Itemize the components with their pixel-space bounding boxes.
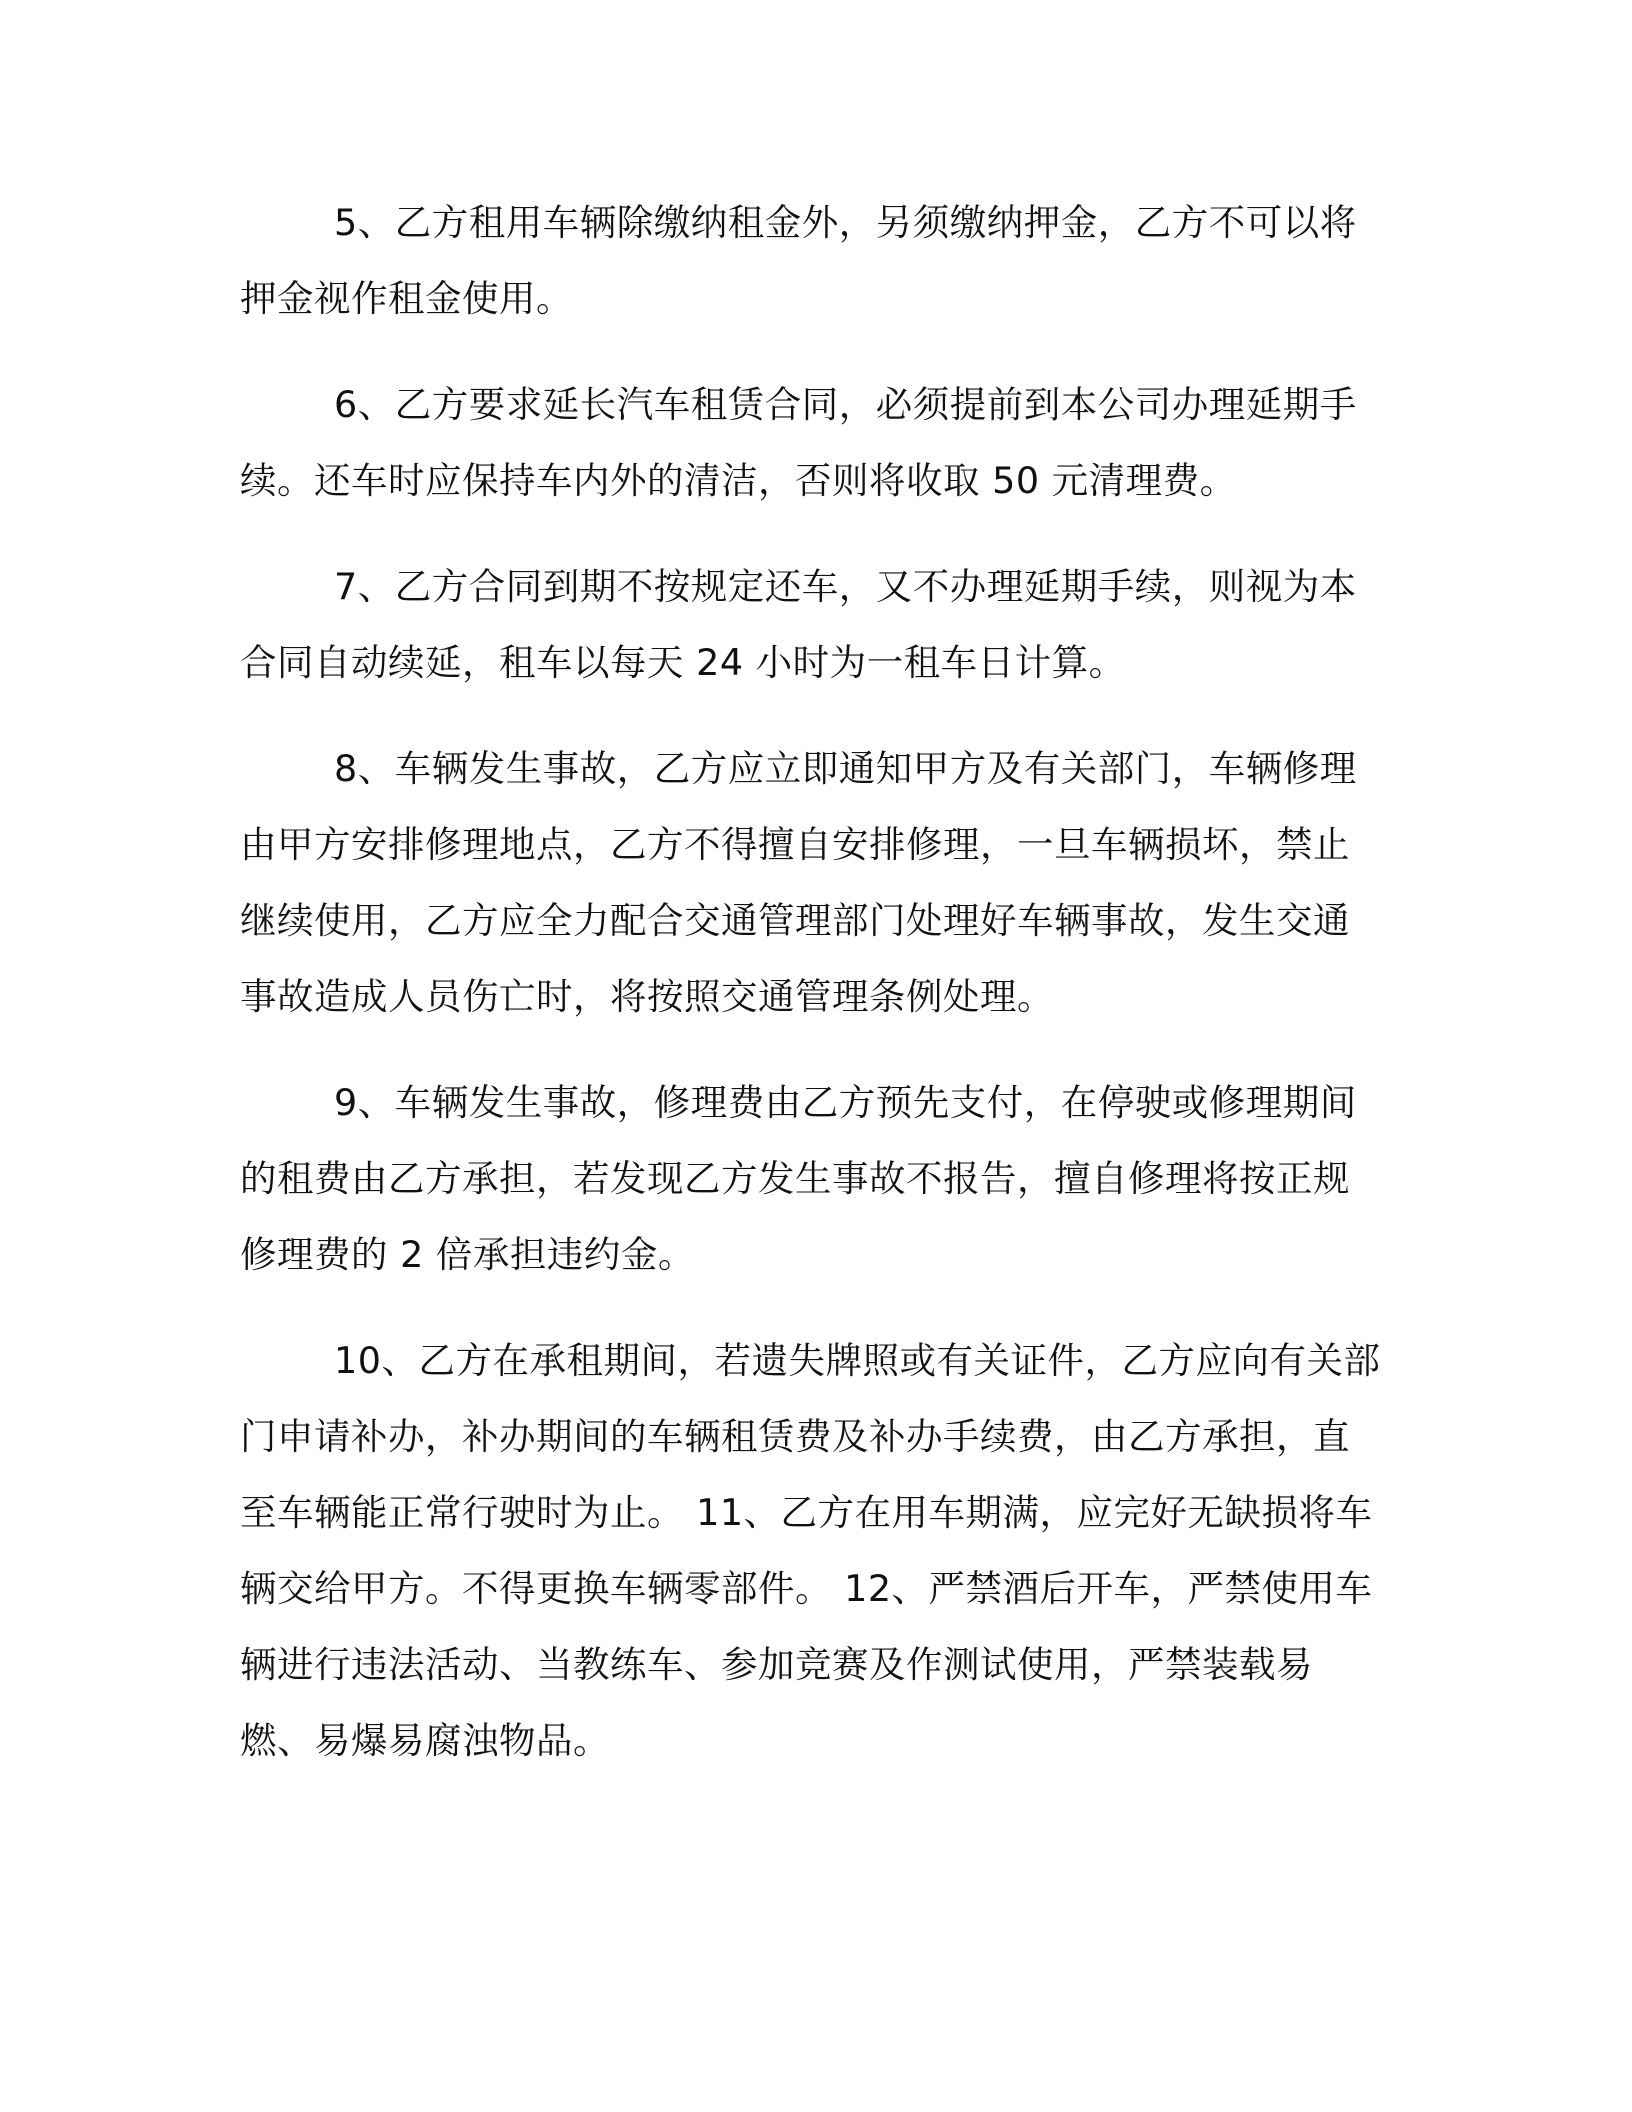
clause-9: 9、车辆发生事故，修理费由乙方预先支付，在停驶或修理期间的租费由乙方承担，若发现乙方发生事故不报告，擅自修理将按正规修理费的 2 倍承担违约金。 (240, 1081, 1357, 1276)
clause-10-12: 10、乙方在承租期间，若遗失牌照或有关证件，乙方应向有关部门申请补办，补办期间的车辆租赁费及补办手续费，由乙方承担，直至车辆能正常行驶时为止。 11、乙方在用车期满，应完好无缺损将车辆交给甲方。不得更换车辆零部件。 12、严禁酒后开车，严禁使用车辆进行违法活动、当教练车、参加竞赛及作测试使用，严禁装载易燃、易爆易腐浊物品。 (240, 1339, 1381, 1762)
document-body (240, 185, 1385, 1809)
clause-5: 5、乙方租用车辆除缴纳租金外，另须缴纳押金，乙方不可以将押金视作租金使用。 (240, 201, 1357, 320)
clause-6: 6、乙方要求延长汽车租赁合同，必须提前到本公司办理延期手续。还车时应保持车内外的清洁，否则将收取 50 元清理费。 (240, 383, 1357, 502)
clause-7: 7、乙方合同到期不按规定还车，又不办理延期手续，则视为本合同自动续延，租车以每天 24 小时为一租车日计算。 (240, 565, 1357, 684)
clause-8: 8、车辆发生事故，乙方应立即通知甲方及有关部门，车辆修理由甲方安排修理地点，乙方不得擅自安排修理，一旦车辆损坏，禁止继续使用，乙方应全力配合交通管理部门处理好车辆事故，发生交通事故造成人员伤亡时，将按照交通管理条例处理。 (240, 747, 1357, 1018)
